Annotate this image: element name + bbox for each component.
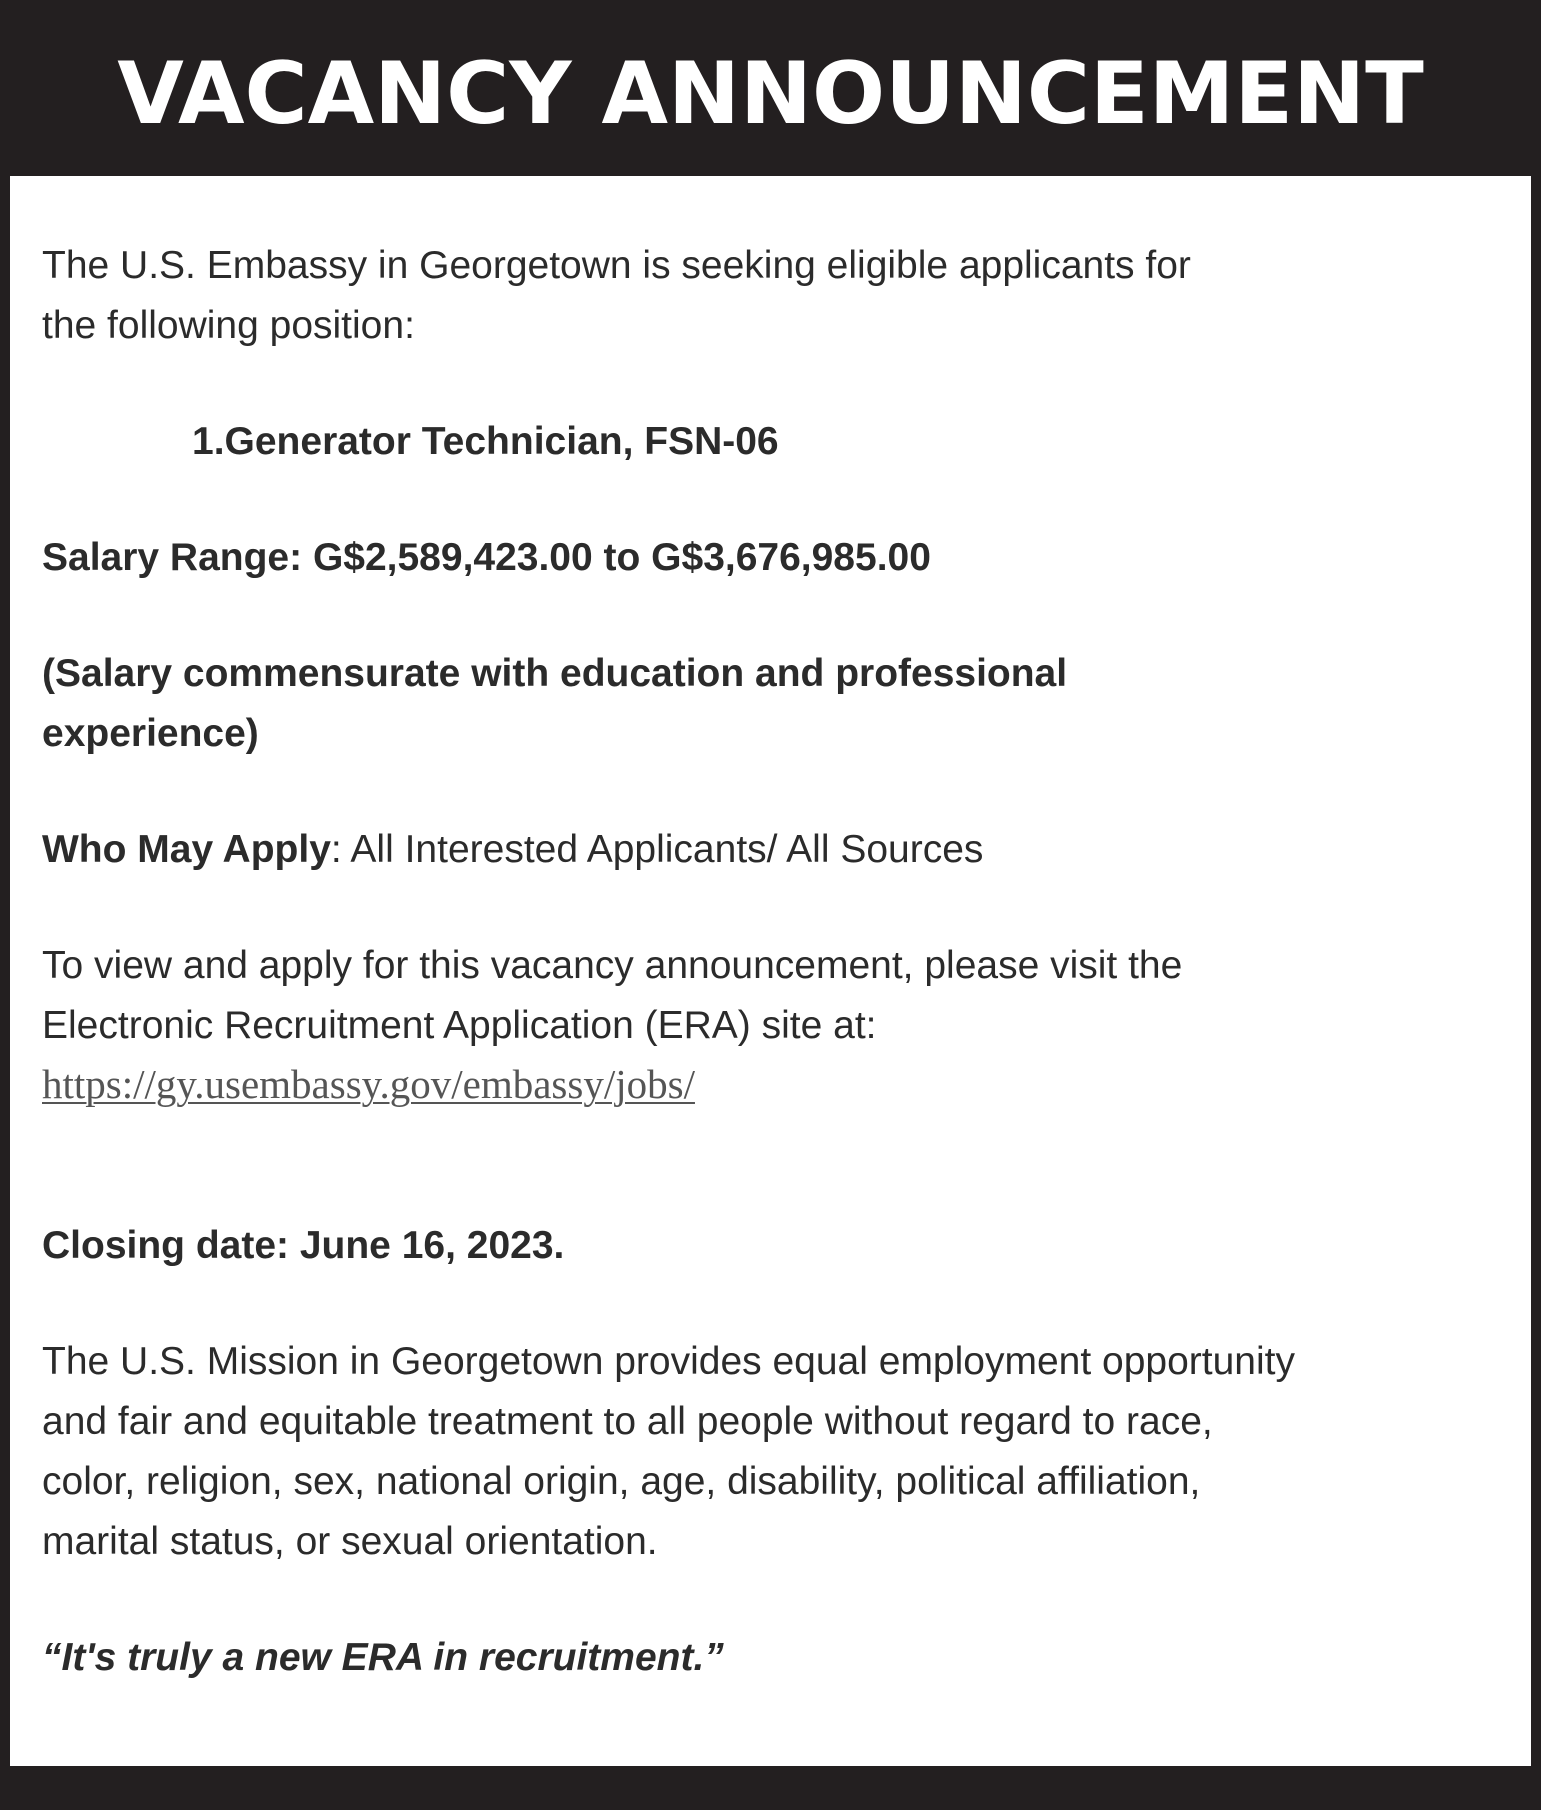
apply-instructions [42, 936, 1462, 1116]
intro-line: the following position: [42, 304, 415, 347]
intro-line: The U.S. Embassy in Georgetown is seeking eligible applicants for [42, 244, 1191, 287]
position-title: 1.Generator Technician, FSN-06 [192, 420, 779, 463]
salary-note [42, 644, 1342, 764]
who-may-apply-label: Who May Apply [42, 828, 331, 871]
intro-paragraph [42, 236, 1422, 356]
salary-note-line: (Salary commensurate with education and professional [42, 652, 1068, 695]
eeo-line: color, religion, sex, national origin, age, disability, political affiliation, [42, 1460, 1201, 1503]
apply-instructions-line: Electronic Recruitment Application (ERA) site at: [42, 1004, 877, 1047]
salary-range: Salary Range: G$2,589,423.00 to G$3,676,985.00 [42, 536, 931, 579]
header-banner [10, 0, 1531, 176]
tagline: “It's truly a new ERA in recruitment.” [42, 1636, 724, 1679]
announcement-body [10, 176, 1531, 1766]
who-may-apply-value: : All Interested Applicants/ All Sources [330, 828, 984, 871]
eeo-line: The U.S. Mission in Georgetown provides equal employment opportunity [42, 1340, 1295, 1383]
apply-instructions-line: To view and apply for this vacancy announcement, please visit the [42, 944, 1183, 987]
closing-date: Closing date: June 16, 2023. [42, 1224, 565, 1267]
salary-note-line: experience) [42, 712, 259, 755]
page-title: VACANCY ANNOUNCEMENT [117, 44, 1424, 144]
era-jobs-link[interactable]: https://gy.usembassy.gov/embassy/jobs/ [42, 1061, 695, 1107]
eeo-line: and fair and equitable treatment to all people without regard to race, [42, 1400, 1213, 1443]
who-may-apply [42, 820, 1501, 880]
eeo-statement [42, 1332, 1541, 1572]
eeo-line: marital status, or sexual orientation. [42, 1520, 658, 1563]
